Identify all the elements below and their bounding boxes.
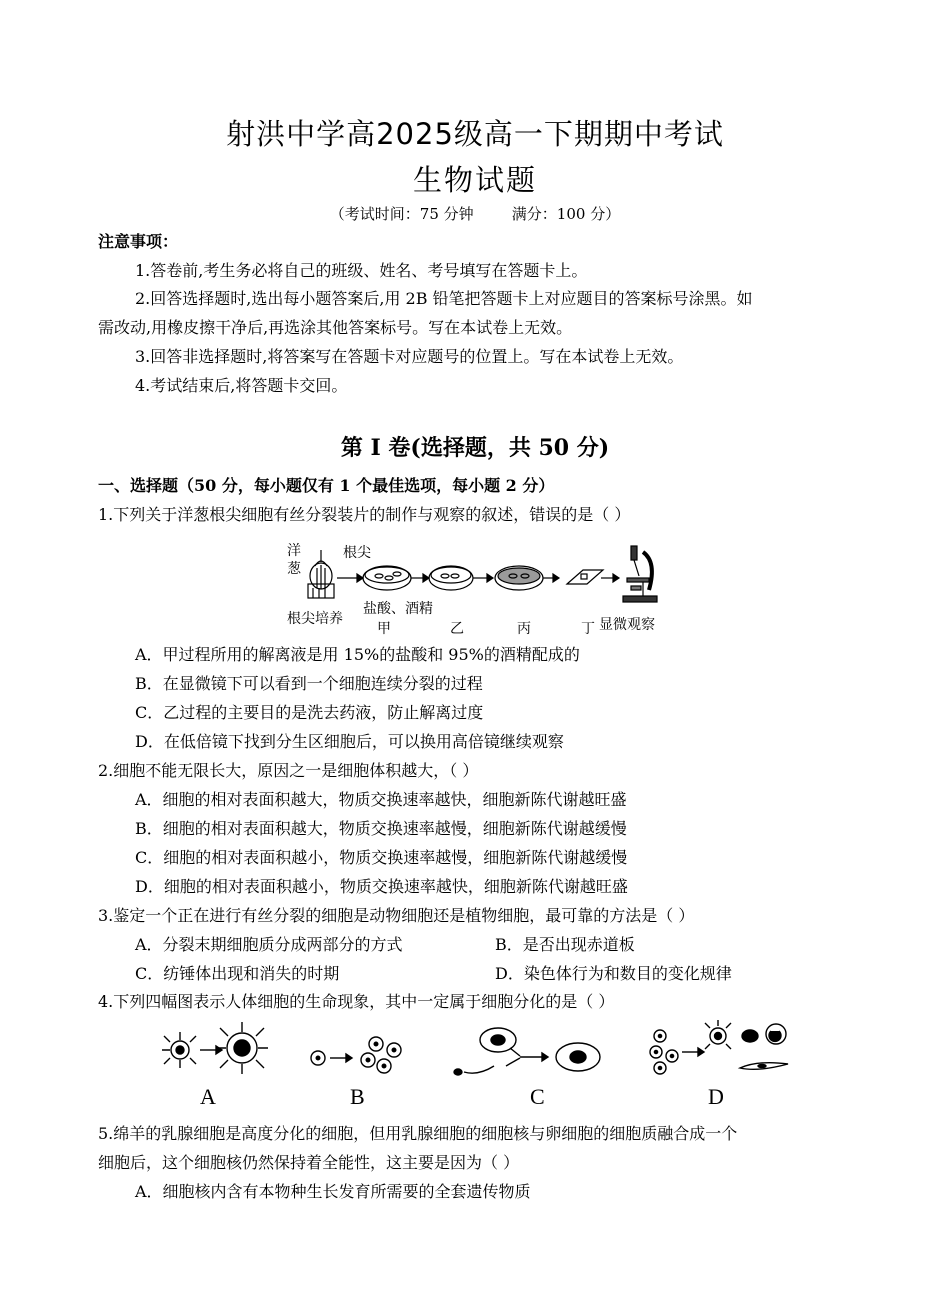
option-d: D．染色体行为和数目的变化规律 — [495, 964, 732, 983]
panel-d-cells — [650, 1020, 788, 1074]
panel-c-cells — [454, 1028, 600, 1075]
microscope-icon — [623, 546, 657, 602]
option-c: C．乙过程的主要目的是洗去药液，防止解离过度 — [135, 703, 484, 722]
dish-yi-icon — [429, 566, 473, 590]
slide-ding-icon — [567, 570, 603, 584]
option-d: D．细胞的相对表面积越小，物质交换速率越快，细胞新陈代谢越旺盛 — [135, 877, 628, 896]
label-microscope: 显微观察 — [599, 617, 655, 633]
dish-jia-icon — [363, 566, 411, 590]
option-d: D．在低倍镜下找到分生区细胞后，可以换用高倍镜继续观察 — [135, 732, 564, 751]
question-stem: 2.细胞不能无限长大，原因之一是细胞体积越大，（ ） — [98, 761, 479, 780]
option-c: C．纺锤体出现和消失的时期 — [135, 964, 340, 983]
label-c: C — [530, 1084, 545, 1109]
panel-a-cells — [162, 1022, 268, 1074]
exam-meta: （考试时间：75 分钟 满分：100 分） — [329, 205, 621, 223]
label-reagents: 盐酸、酒精 — [363, 601, 433, 617]
exam-title: 射洪中学高2025级高一下期期中考试 — [226, 117, 724, 151]
option-a: A．甲过程所用的解离液是用 15%的盐酸和 95%的酒精配成的 — [135, 645, 580, 664]
option-a: A．分裂末期细胞质分成两部分的方式 — [135, 935, 403, 954]
label-step-bing: 丙 — [517, 621, 531, 637]
note-item: 4.考试结束后,将答题卡交回。 — [135, 376, 348, 395]
question-stem: 1.下列关于洋葱根尖细胞有丝分裂装片的制作与观察的叙述，错误的是（ ） — [98, 505, 631, 524]
option-a: A．细胞核内含有本物种生长发育所需要的全套遗传物质 — [135, 1182, 531, 1201]
q4-figure — [158, 1020, 798, 1110]
option-a: A．细胞的相对表面积越大，物质交换速率越快，细胞新陈代谢越旺盛 — [135, 790, 627, 809]
label-d: D — [708, 1084, 724, 1109]
panel-b-cells — [311, 1037, 401, 1073]
label-step-ding: 丁 — [581, 621, 595, 637]
cell-phenomena-diagram — [158, 1020, 798, 1082]
note-item: 需改动,用橡皮擦干净后,再选涂其他答案标号。写在本试卷上无效。 — [98, 318, 573, 337]
q1-figure — [283, 538, 673, 638]
label-b: B — [350, 1084, 365, 1109]
label-a: A — [200, 1084, 216, 1109]
question-stem: 3.鉴定一个正在进行有丝分裂的细胞是动物细胞还是植物细胞，最可靠的方法是（ ） — [98, 906, 695, 925]
note-item: 3.回答非选择题时,将答案写在答题卡对应题号的位置上。写在本试卷上无效。 — [135, 347, 684, 366]
option-b: B．在显微镜下可以看到一个细胞连续分裂的过程 — [135, 674, 483, 693]
exam-subtitle: 生物试题 — [412, 163, 537, 197]
option-b: B．细胞的相对表面积越大，物质交换速率越慢，细胞新陈代谢越缓慢 — [135, 819, 627, 838]
option-c: C．细胞的相对表面积越小，物质交换速率越慢，细胞新陈代谢越缓慢 — [135, 848, 628, 867]
label-step-yi: 乙 — [450, 621, 464, 637]
label-root-tip: 根尖 — [343, 545, 371, 561]
notes-heading: 注意事项： — [98, 232, 179, 251]
section-title: 第 I 卷(选择题，共 50 分) — [340, 435, 610, 461]
label-onion-1: 洋 — [287, 543, 301, 559]
note-item: 2.回答选择题时,选出每小题答案后,用 2B 铅笔把答题卡上对应题目的答案标号涂黑。如 — [135, 289, 753, 308]
label-onion-2: 葱 — [287, 561, 301, 577]
question-stem: 5.绵羊的乳腺细胞是高度分化的细胞，但用乳腺细胞的细胞核与卵细胞的细胞质融合成一个 — [98, 1124, 738, 1143]
label-step-jia: 甲 — [377, 621, 391, 637]
dish-bing-icon — [495, 566, 543, 590]
note-item: 1.答卷前,考生务必将自己的班级、姓名、考号填写在答题卡上。 — [135, 261, 588, 280]
onion-jar-icon — [308, 550, 334, 598]
label-root-culture: 根尖培养 — [287, 611, 343, 627]
question-stem-cont: 细胞后，这个细胞核仍然保持着全能性，这主要是因为（ ） — [98, 1153, 520, 1172]
question-stem: 4.下列四幅图表示人体细胞的生命现象，其中一定属于细胞分化的是（ ） — [98, 992, 615, 1011]
option-b: B．是否出现赤道板 — [495, 935, 635, 954]
part-title: 一、选择题（50 分，每小题仅有 1 个最佳选项，每小题 2 分） — [98, 476, 555, 495]
